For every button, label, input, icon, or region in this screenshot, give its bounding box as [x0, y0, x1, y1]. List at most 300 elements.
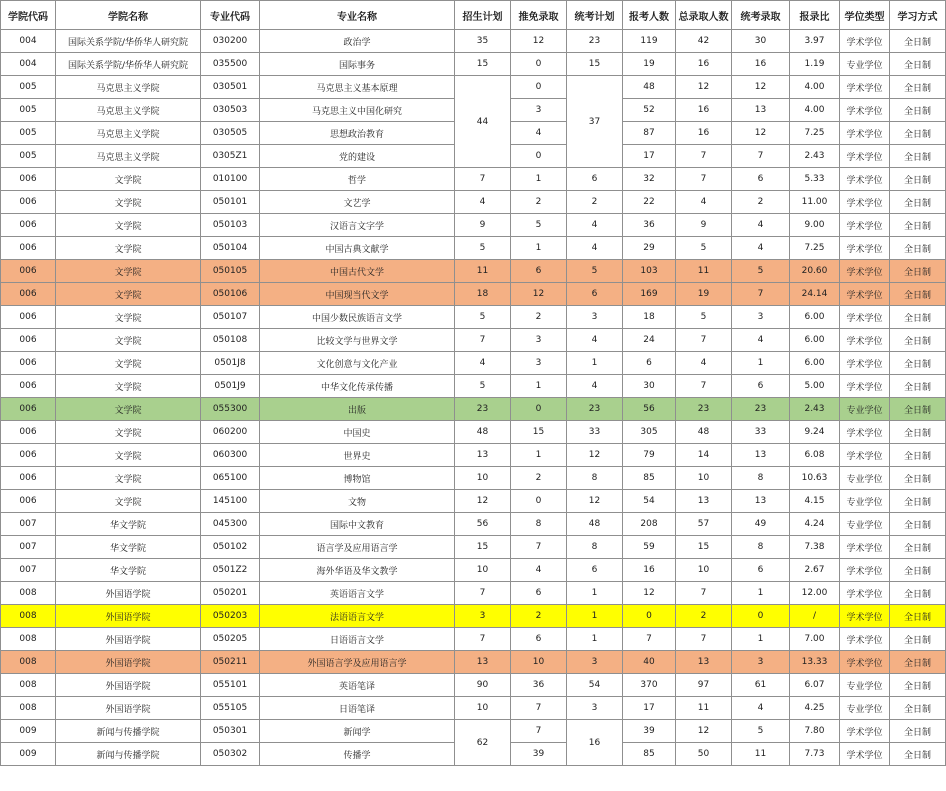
cell-enroll-plan: 4 — [455, 352, 511, 375]
table-row — [1, 214, 946, 237]
cell-exam-plan: 3 — [567, 697, 623, 720]
cell-recommended: 5 — [511, 214, 567, 237]
cell-major-name: 文物 — [260, 490, 455, 513]
cell-recommended: 1 — [511, 375, 567, 398]
table-row — [1, 674, 946, 697]
cell-study-mode: 全日制 — [890, 76, 946, 99]
cell-total-admitted: 4 — [676, 352, 732, 375]
cell-exam-plan: 23 — [567, 30, 623, 53]
header-exam-admitted: 统考录取 — [732, 1, 790, 30]
cell-ratio: 6.00 — [790, 352, 840, 375]
cell-recommended: 0 — [511, 490, 567, 513]
cell-applicants: 169 — [623, 283, 676, 306]
cell-college-code: 006 — [1, 375, 56, 398]
cell-major-name: 语言学及应用语言学 — [260, 536, 455, 559]
cell-degree-type: 学术学位 — [840, 421, 890, 444]
cell-major-name: 马克思主义中国化研究 — [260, 99, 455, 122]
cell-applicants: 40 — [623, 651, 676, 674]
cell-total-admitted: 12 — [676, 720, 732, 743]
cell-college-name: 马克思主义学院 — [56, 145, 201, 168]
cell-major-code: 050205 — [201, 628, 260, 651]
cell-recommended: 4 — [511, 559, 567, 582]
cell-enroll-plan: 7 — [455, 329, 511, 352]
cell-ratio: 6.00 — [790, 329, 840, 352]
cell-ratio: 7.00 — [790, 628, 840, 651]
cell-major-code: 050211 — [201, 651, 260, 674]
cell-college-code: 005 — [1, 122, 56, 145]
cell-exam-admitted: 8 — [732, 467, 790, 490]
cell-college-code: 008 — [1, 674, 56, 697]
cell-major-name: 海外华语及华文教学 — [260, 559, 455, 582]
cell-ratio: 6.07 — [790, 674, 840, 697]
cell-ratio: 11.00 — [790, 191, 840, 214]
cell-exam-plan: 1 — [567, 352, 623, 375]
header-degree-type: 学位类型 — [840, 1, 890, 30]
cell-major-name: 日语笔译 — [260, 697, 455, 720]
cell-college-name: 外国语学院 — [56, 651, 201, 674]
cell-applicants: 36 — [623, 214, 676, 237]
cell-study-mode: 全日制 — [890, 490, 946, 513]
cell-exam-plan: 16 — [567, 720, 623, 766]
cell-exam-plan: 12 — [567, 444, 623, 467]
cell-enroll-plan: 48 — [455, 421, 511, 444]
cell-total-admitted: 12 — [676, 76, 732, 99]
cell-recommended: 12 — [511, 283, 567, 306]
cell-ratio: 7.25 — [790, 237, 840, 260]
cell-degree-type: 学术学位 — [840, 743, 890, 766]
cell-degree-type: 专业学位 — [840, 674, 890, 697]
cell-total-admitted: 19 — [676, 283, 732, 306]
cell-major-code: 0305Z1 — [201, 145, 260, 168]
cell-college-code: 006 — [1, 329, 56, 352]
cell-college-name: 文学院 — [56, 398, 201, 421]
cell-major-name: 马克思主义基本原理 — [260, 76, 455, 99]
cell-applicants: 103 — [623, 260, 676, 283]
cell-recommended: 8 — [511, 513, 567, 536]
cell-degree-type: 学术学位 — [840, 214, 890, 237]
cell-degree-type: 学术学位 — [840, 628, 890, 651]
cell-college-name: 文学院 — [56, 467, 201, 490]
cell-exam-admitted: 6 — [732, 559, 790, 582]
cell-exam-admitted: 1 — [732, 352, 790, 375]
cell-degree-type: 学术学位 — [840, 651, 890, 674]
cell-ratio: 20.60 — [790, 260, 840, 283]
cell-major-code: 045300 — [201, 513, 260, 536]
cell-exam-admitted: 6 — [732, 375, 790, 398]
cell-exam-plan: 23 — [567, 398, 623, 421]
table-row — [1, 605, 946, 628]
cell-total-admitted: 50 — [676, 743, 732, 766]
cell-applicants: 32 — [623, 168, 676, 191]
cell-college-name: 外国语学院 — [56, 674, 201, 697]
cell-major-name: 中国现当代文学 — [260, 283, 455, 306]
cell-enroll-plan: 10 — [455, 559, 511, 582]
header-college-name: 学院名称 — [56, 1, 201, 30]
cell-major-name: 传播学 — [260, 743, 455, 766]
cell-total-admitted: 10 — [676, 467, 732, 490]
cell-degree-type: 专业学位 — [840, 467, 890, 490]
cell-exam-plan: 4 — [567, 237, 623, 260]
cell-exam-admitted: 11 — [732, 743, 790, 766]
cell-major-name: 新闻学 — [260, 720, 455, 743]
cell-exam-admitted: 4 — [732, 237, 790, 260]
cell-college-name: 外国语学院 — [56, 582, 201, 605]
cell-recommended: 0 — [511, 53, 567, 76]
cell-study-mode: 全日制 — [890, 398, 946, 421]
cell-applicants: 52 — [623, 99, 676, 122]
cell-major-name: 中华文化传承传播 — [260, 375, 455, 398]
cell-study-mode: 全日制 — [890, 53, 946, 76]
cell-enroll-plan: 15 — [455, 53, 511, 76]
cell-college-code: 006 — [1, 490, 56, 513]
cell-degree-type: 学术学位 — [840, 237, 890, 260]
cell-total-admitted: 16 — [676, 53, 732, 76]
cell-recommended: 1 — [511, 444, 567, 467]
cell-recommended: 1 — [511, 168, 567, 191]
cell-recommended: 6 — [511, 628, 567, 651]
cell-enroll-plan: 62 — [455, 720, 511, 766]
cell-recommended: 7 — [511, 720, 567, 743]
cell-exam-plan: 54 — [567, 674, 623, 697]
cell-major-code: 050107 — [201, 306, 260, 329]
cell-major-code: 050103 — [201, 214, 260, 237]
cell-exam-admitted: 13 — [732, 490, 790, 513]
cell-college-name: 国际关系学院/华侨华人研究院 — [56, 30, 201, 53]
cell-study-mode: 全日制 — [890, 743, 946, 766]
cell-total-admitted: 15 — [676, 536, 732, 559]
cell-exam-admitted: 16 — [732, 53, 790, 76]
cell-college-code: 005 — [1, 99, 56, 122]
cell-total-admitted: 13 — [676, 651, 732, 674]
cell-enroll-plan: 7 — [455, 168, 511, 191]
cell-enroll-plan: 13 — [455, 444, 511, 467]
cell-college-code: 006 — [1, 260, 56, 283]
cell-college-code: 006 — [1, 191, 56, 214]
cell-study-mode: 全日制 — [890, 122, 946, 145]
table-row — [1, 168, 946, 191]
cell-study-mode: 全日制 — [890, 605, 946, 628]
cell-exam-plan: 6 — [567, 283, 623, 306]
cell-major-code: 055105 — [201, 697, 260, 720]
header-row — [1, 1, 946, 30]
cell-college-code: 006 — [1, 306, 56, 329]
cell-major-name: 中国史 — [260, 421, 455, 444]
cell-college-code: 007 — [1, 559, 56, 582]
cell-total-admitted: 42 — [676, 30, 732, 53]
cell-total-admitted: 7 — [676, 375, 732, 398]
cell-major-code: 050102 — [201, 536, 260, 559]
cell-college-name: 马克思主义学院 — [56, 99, 201, 122]
cell-total-admitted: 11 — [676, 697, 732, 720]
cell-ratio: 7.38 — [790, 536, 840, 559]
cell-exam-admitted: 5 — [732, 720, 790, 743]
cell-degree-type: 学术学位 — [840, 329, 890, 352]
cell-ratio: 7.73 — [790, 743, 840, 766]
cell-major-name: 博物馆 — [260, 467, 455, 490]
header-major-code: 专业代码 — [201, 1, 260, 30]
cell-applicants: 0 — [623, 605, 676, 628]
cell-applicants: 19 — [623, 53, 676, 76]
table-row — [1, 444, 946, 467]
cell-degree-type: 学术学位 — [840, 582, 890, 605]
cell-applicants: 54 — [623, 490, 676, 513]
table-row — [1, 398, 946, 421]
cell-applicants: 16 — [623, 559, 676, 582]
cell-college-name: 新闻与传播学院 — [56, 743, 201, 766]
cell-ratio: 7.80 — [790, 720, 840, 743]
cell-total-admitted: 7 — [676, 329, 732, 352]
cell-recommended: 39 — [511, 743, 567, 766]
cell-ratio: 9.24 — [790, 421, 840, 444]
cell-ratio: 7.25 — [790, 122, 840, 145]
cell-major-name: 英语笔译 — [260, 674, 455, 697]
cell-total-admitted: 97 — [676, 674, 732, 697]
cell-major-code: 055300 — [201, 398, 260, 421]
cell-college-name: 华文学院 — [56, 559, 201, 582]
cell-major-code: 050101 — [201, 191, 260, 214]
cell-college-code: 008 — [1, 651, 56, 674]
cell-college-code: 008 — [1, 582, 56, 605]
cell-recommended: 1 — [511, 237, 567, 260]
cell-applicants: 6 — [623, 352, 676, 375]
cell-ratio: 3.97 — [790, 30, 840, 53]
cell-total-admitted: 4 — [676, 191, 732, 214]
cell-total-admitted: 10 — [676, 559, 732, 582]
cell-major-name: 国际中文教育 — [260, 513, 455, 536]
cell-total-admitted: 16 — [676, 122, 732, 145]
cell-exam-admitted: 49 — [732, 513, 790, 536]
cell-total-admitted: 7 — [676, 145, 732, 168]
cell-study-mode: 全日制 — [890, 260, 946, 283]
cell-college-code: 007 — [1, 536, 56, 559]
cell-exam-admitted: 4 — [732, 214, 790, 237]
cell-college-code: 005 — [1, 145, 56, 168]
cell-study-mode: 全日制 — [890, 467, 946, 490]
cell-major-name: 中国古代文学 — [260, 260, 455, 283]
cell-exam-plan: 3 — [567, 651, 623, 674]
cell-exam-admitted: 7 — [732, 283, 790, 306]
cell-major-name: 哲学 — [260, 168, 455, 191]
cell-college-name: 文学院 — [56, 283, 201, 306]
cell-exam-plan: 6 — [567, 559, 623, 582]
table-row — [1, 628, 946, 651]
table-row — [1, 421, 946, 444]
cell-degree-type: 学术学位 — [840, 76, 890, 99]
cell-study-mode: 全日制 — [890, 536, 946, 559]
cell-college-name: 外国语学院 — [56, 605, 201, 628]
cell-college-name: 文学院 — [56, 260, 201, 283]
cell-college-name: 马克思主义学院 — [56, 76, 201, 99]
cell-degree-type: 专业学位 — [840, 513, 890, 536]
cell-ratio: 4.15 — [790, 490, 840, 513]
cell-degree-type: 学术学位 — [840, 260, 890, 283]
cell-total-admitted: 7 — [676, 168, 732, 191]
cell-total-admitted: 23 — [676, 398, 732, 421]
cell-enroll-plan: 5 — [455, 237, 511, 260]
table-row — [1, 237, 946, 260]
cell-ratio: 4.00 — [790, 99, 840, 122]
cell-total-admitted: 9 — [676, 214, 732, 237]
cell-study-mode: 全日制 — [890, 559, 946, 582]
cell-degree-type: 学术学位 — [840, 444, 890, 467]
cell-college-code: 005 — [1, 76, 56, 99]
cell-exam-plan: 6 — [567, 168, 623, 191]
cell-degree-type: 专业学位 — [840, 697, 890, 720]
cell-recommended: 36 — [511, 674, 567, 697]
cell-college-name: 文学院 — [56, 375, 201, 398]
cell-study-mode: 全日制 — [890, 582, 946, 605]
cell-college-code: 006 — [1, 283, 56, 306]
cell-college-name: 文学院 — [56, 329, 201, 352]
cell-major-code: 050301 — [201, 720, 260, 743]
cell-degree-type: 学术学位 — [840, 536, 890, 559]
cell-recommended: 6 — [511, 582, 567, 605]
cell-college-name: 国际关系学院/华侨华人研究院 — [56, 53, 201, 76]
cell-total-admitted: 5 — [676, 306, 732, 329]
cell-total-admitted: 13 — [676, 490, 732, 513]
cell-major-code: 050302 — [201, 743, 260, 766]
cell-recommended: 3 — [511, 99, 567, 122]
cell-major-code: 030505 — [201, 122, 260, 145]
cell-major-name: 思想政治教育 — [260, 122, 455, 145]
cell-exam-admitted: 2 — [732, 191, 790, 214]
cell-recommended: 15 — [511, 421, 567, 444]
cell-study-mode: 全日制 — [890, 720, 946, 743]
cell-exam-admitted: 23 — [732, 398, 790, 421]
cell-recommended: 2 — [511, 306, 567, 329]
table-row — [1, 559, 946, 582]
cell-recommended: 2 — [511, 191, 567, 214]
cell-study-mode: 全日制 — [890, 352, 946, 375]
cell-exam-plan: 15 — [567, 53, 623, 76]
header-recommended: 推免录取 — [511, 1, 567, 30]
cell-college-code: 009 — [1, 743, 56, 766]
cell-study-mode: 全日制 — [890, 444, 946, 467]
cell-college-name: 外国语学院 — [56, 628, 201, 651]
table-row — [1, 283, 946, 306]
table-row — [1, 30, 946, 53]
cell-applicants: 85 — [623, 467, 676, 490]
cell-study-mode: 全日制 — [890, 651, 946, 674]
cell-college-code: 006 — [1, 214, 56, 237]
cell-exam-plan: 4 — [567, 375, 623, 398]
cell-degree-type: 学术学位 — [840, 30, 890, 53]
cell-exam-admitted: 12 — [732, 122, 790, 145]
cell-major-code: 055101 — [201, 674, 260, 697]
table-row — [1, 536, 946, 559]
cell-total-admitted: 2 — [676, 605, 732, 628]
cell-applicants: 370 — [623, 674, 676, 697]
header-total-admitted: 总录取人数 — [676, 1, 732, 30]
cell-college-code: 006 — [1, 467, 56, 490]
cell-ratio: 5.00 — [790, 375, 840, 398]
cell-ratio: 2.67 — [790, 559, 840, 582]
cell-study-mode: 全日制 — [890, 421, 946, 444]
cell-college-code: 007 — [1, 513, 56, 536]
cell-college-name: 文学院 — [56, 191, 201, 214]
cell-major-code: 035500 — [201, 53, 260, 76]
cell-ratio: 2.43 — [790, 145, 840, 168]
cell-enroll-plan: 7 — [455, 628, 511, 651]
cell-exam-plan: 48 — [567, 513, 623, 536]
cell-exam-plan: 5 — [567, 260, 623, 283]
cell-major-code: 050105 — [201, 260, 260, 283]
cell-enroll-plan: 9 — [455, 214, 511, 237]
cell-major-code: 050104 — [201, 237, 260, 260]
cell-major-code: 145100 — [201, 490, 260, 513]
cell-exam-admitted: 4 — [732, 697, 790, 720]
cell-enroll-plan: 23 — [455, 398, 511, 421]
cell-major-code: 065100 — [201, 467, 260, 490]
cell-enroll-plan: 90 — [455, 674, 511, 697]
cell-exam-admitted: 30 — [732, 30, 790, 53]
cell-total-admitted: 7 — [676, 582, 732, 605]
cell-study-mode: 全日制 — [890, 513, 946, 536]
cell-total-admitted: 7 — [676, 628, 732, 651]
cell-recommended: 10 — [511, 651, 567, 674]
cell-degree-type: 学术学位 — [840, 605, 890, 628]
cell-college-code: 006 — [1, 444, 56, 467]
cell-degree-type: 学术学位 — [840, 352, 890, 375]
cell-study-mode: 全日制 — [890, 214, 946, 237]
cell-enroll-plan: 44 — [455, 76, 511, 168]
cell-ratio: 6.08 — [790, 444, 840, 467]
cell-college-name: 文学院 — [56, 237, 201, 260]
cell-applicants: 18 — [623, 306, 676, 329]
cell-applicants: 29 — [623, 237, 676, 260]
cell-applicants: 305 — [623, 421, 676, 444]
cell-college-code: 006 — [1, 352, 56, 375]
cell-applicants: 24 — [623, 329, 676, 352]
cell-major-code: 0501J8 — [201, 352, 260, 375]
cell-college-name: 外国语学院 — [56, 697, 201, 720]
cell-enroll-plan: 56 — [455, 513, 511, 536]
cell-degree-type: 专业学位 — [840, 490, 890, 513]
cell-exam-plan: 2 — [567, 191, 623, 214]
cell-college-name: 文学院 — [56, 421, 201, 444]
cell-study-mode: 全日制 — [890, 30, 946, 53]
cell-major-code: 030200 — [201, 30, 260, 53]
header-exam-plan: 统考计划 — [567, 1, 623, 30]
cell-major-name: 文化创意与文化产业 — [260, 352, 455, 375]
cell-college-name: 文学院 — [56, 444, 201, 467]
cell-enroll-plan: 18 — [455, 283, 511, 306]
table-row — [1, 76, 946, 99]
cell-recommended: 2 — [511, 605, 567, 628]
cell-applicants: 17 — [623, 697, 676, 720]
cell-major-code: 050106 — [201, 283, 260, 306]
cell-exam-admitted: 7 — [732, 145, 790, 168]
cell-ratio: 6.00 — [790, 306, 840, 329]
cell-enroll-plan: 35 — [455, 30, 511, 53]
cell-recommended: 0 — [511, 398, 567, 421]
cell-exam-plan: 33 — [567, 421, 623, 444]
cell-enroll-plan: 4 — [455, 191, 511, 214]
cell-major-name: 日语语言文学 — [260, 628, 455, 651]
table-row — [1, 329, 946, 352]
cell-applicants: 39 — [623, 720, 676, 743]
cell-exam-admitted: 8 — [732, 536, 790, 559]
cell-degree-type: 专业学位 — [840, 398, 890, 421]
cell-college-name: 华文学院 — [56, 513, 201, 536]
cell-major-name: 比较文学与世界文学 — [260, 329, 455, 352]
cell-ratio: 12.00 — [790, 582, 840, 605]
cell-study-mode: 全日制 — [890, 628, 946, 651]
cell-college-code: 008 — [1, 628, 56, 651]
cell-major-name: 中国古典文献学 — [260, 237, 455, 260]
cell-total-admitted: 48 — [676, 421, 732, 444]
cell-degree-type: 学术学位 — [840, 145, 890, 168]
